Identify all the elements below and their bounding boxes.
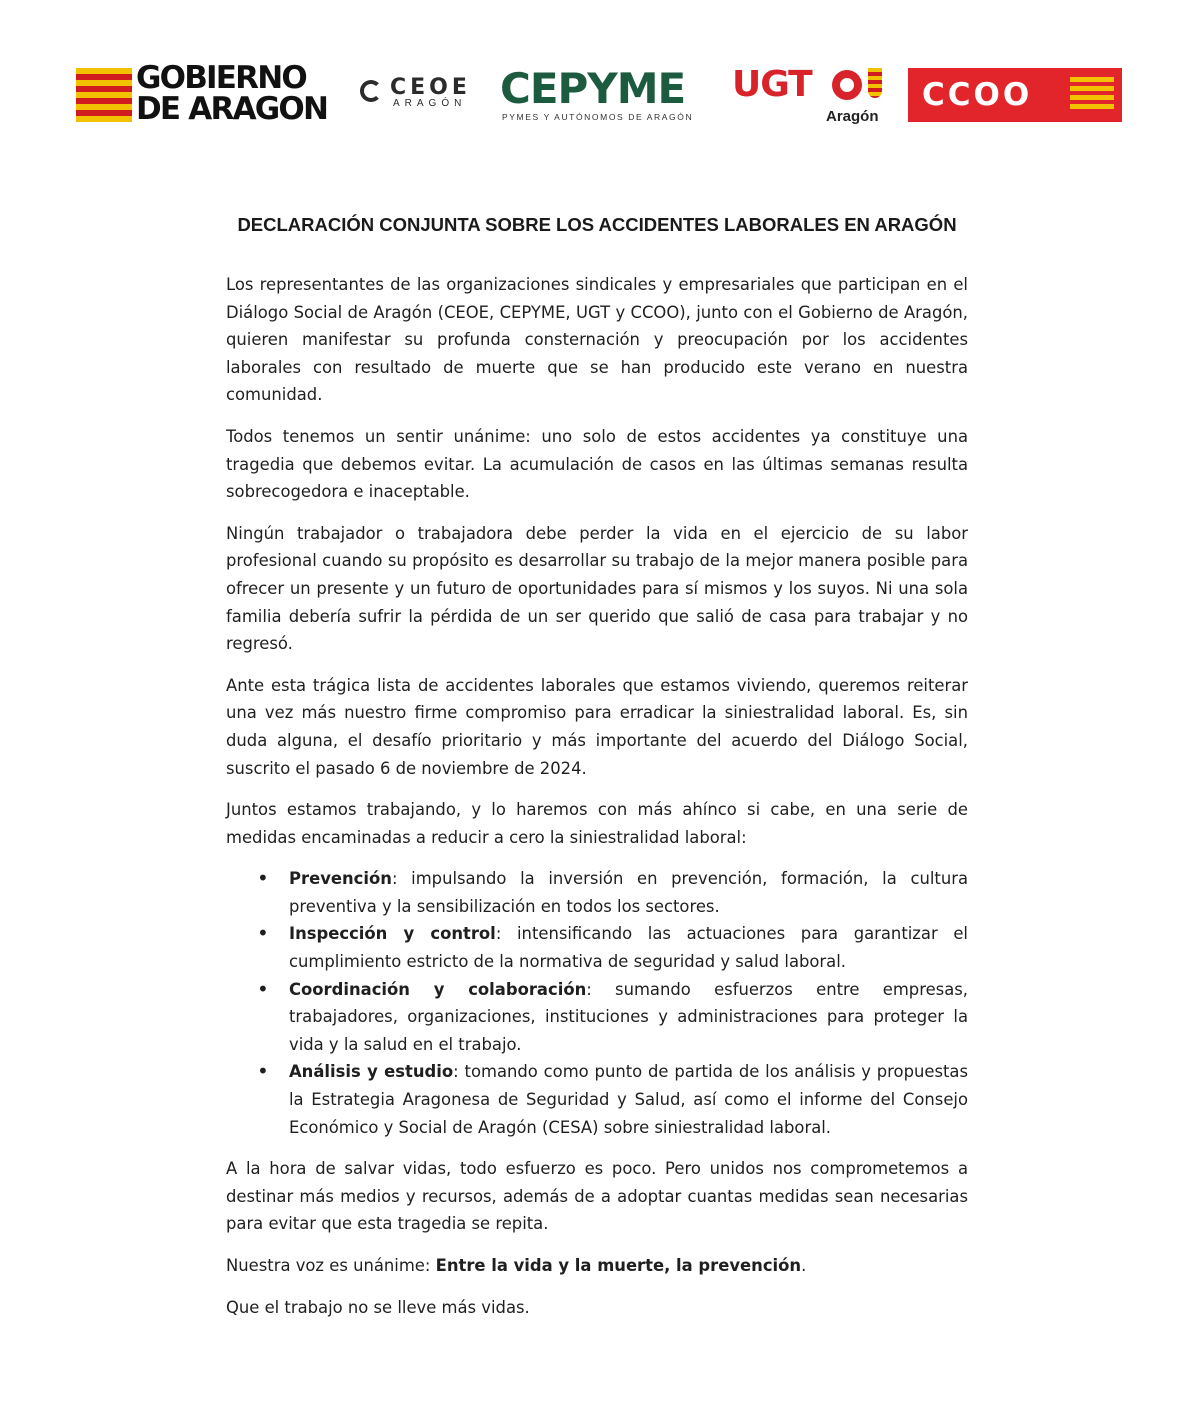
paragraph: Los representantes de las organizaciones sindicales y empresariales que participan en el Diálogo Social de Aragón (CEOE, CEPYME, UGT y CCOO), junto con el Gobierno de Aragón, quieren manifestar su profunda consternación y preocupación por los accidentes laborales con resultado de muerte que se han producido este verano en nuestra comunidad. — [226, 275, 968, 405]
ugt-logo-sub: Aragón — [826, 108, 879, 125]
motto-intro: Nuestra voz es unánime: — [226, 1256, 436, 1275]
document-body — [226, 271, 968, 1335]
measures-list — [226, 865, 968, 1141]
measure-text: : intensificando las actuaciones para garantizar el cumplimiento estricto de la normativa de seguridad y salud laboral. — [289, 924, 968, 972]
ceoe-mark-icon — [360, 80, 382, 102]
ccoo-logo — [908, 68, 1122, 122]
cepyme-logo — [500, 64, 716, 124]
closing-paragraph: A la hora de salvar vidas, todo esfuerzo es poco. Pero unidos nos comprometemos a destinar más medios y recursos, además de a adoptar cuantas medidas sean necesarias para evitar que esta tragedia se repita. — [226, 1159, 968, 1234]
final-paragraph: Que el trabajo no se lleve más vidas. — [226, 1297, 530, 1317]
ceoe-logo — [360, 76, 480, 112]
paragraph: Ningún trabajador o trabajadora debe perder la vida en el ejercicio de su labor profesional cuando su propósito es desarrollar su trabajo de la mejor manera posible para ofrecer un presente y un futuro de oportunidades para sí mismos y los suyos. Ni una sola familia debería sufrir la pérdida de un ser querido que salió de casa para trabajar y no regresó. — [226, 523, 968, 654]
motto-paragraph — [226, 1252, 968, 1280]
aragon-shield-icon — [868, 68, 882, 98]
ceoe-logo-sub: ARAGÓN — [393, 98, 467, 109]
list-item — [289, 976, 968, 1059]
measure-term: Prevención — [289, 869, 392, 889]
handshake-seal-icon — [832, 70, 862, 100]
paragraph: Ante esta trágica lista de accidentes laborales que estamos viviendo, queremos reiterar una vez más nuestro firme compromiso para erradicar la siniestralidad laboral. Es, sin duda alguna, el desafío prioritario y más importante del acuerdo del Diálogo Social, suscrito el pasado 6 de noviembre de 2024. — [226, 675, 968, 778]
measure-term: Análisis y estudio — [289, 1062, 454, 1082]
measure-text: : sumando esfuerzos entre empresas, trabajadores, organizaciones, instituciones y administraciones para proteger la vida y la salud en el trabajo. — [289, 979, 968, 1054]
paragraph: Juntos estamos trabajando, y lo haremos con más ahínco si cabe, en una serie de medidas encaminadas a reducir a cero la siniestralidad laboral: — [226, 800, 968, 847]
document-title: DECLARACIÓN CONJUNTA SOBRE LOS ACCIDENTES LABORALES EN ARAGÓN — [237, 214, 957, 235]
gobierno-aragon-logo — [76, 60, 332, 127]
measure-term: Coordinación y colaboración — [289, 979, 587, 999]
measure-text: : impulsando la inversión en prevención, formación, la cultura preventiva y la sensibilización en todos los sectores. — [289, 869, 968, 916]
gobierno-logo-line2: DE ARAGON — [136, 91, 328, 127]
ccoo-logo-name: CCOO — [922, 77, 1033, 113]
cepyme-logo-sub: PYMES Y AUTÓNOMOS DE ARAGÓN — [502, 112, 694, 122]
gobierno-logo-line1: GOBIERNO — [136, 60, 306, 96]
aragon-flag-icon — [1070, 77, 1114, 113]
aragon-flag-icon — [76, 68, 132, 122]
motto-end: . — [801, 1256, 807, 1275]
measure-term: Inspección y control — [289, 924, 496, 944]
cepyme-logo-name: CEPYME — [500, 64, 686, 113]
list-item — [289, 1058, 968, 1141]
ugt-logo — [732, 66, 888, 128]
measure-text: : tomando como punto de partida de los análisis y propuestas la Estrategia Aragonesa de Seguridad y Salud, así como el informe del Consejo Económico y Social de Aragón (CESA) sobre siniestralidad laboral. — [289, 1062, 968, 1137]
ceoe-logo-name: CEOE — [390, 75, 471, 100]
list-item — [289, 920, 968, 975]
ugt-logo-name: UGT — [732, 64, 812, 105]
motto: Entre la vida y la muerte, la prevención — [435, 1256, 802, 1275]
logo-bar — [76, 62, 1122, 128]
list-item — [289, 865, 968, 920]
paragraph: Todos tenemos un sentir unánime: uno solo de estos accidentes ya constituye una tragedia que debemos evitar. La acumulación de casos en las últimas semanas resulta sobrecogedora e inaceptable. — [226, 426, 968, 502]
